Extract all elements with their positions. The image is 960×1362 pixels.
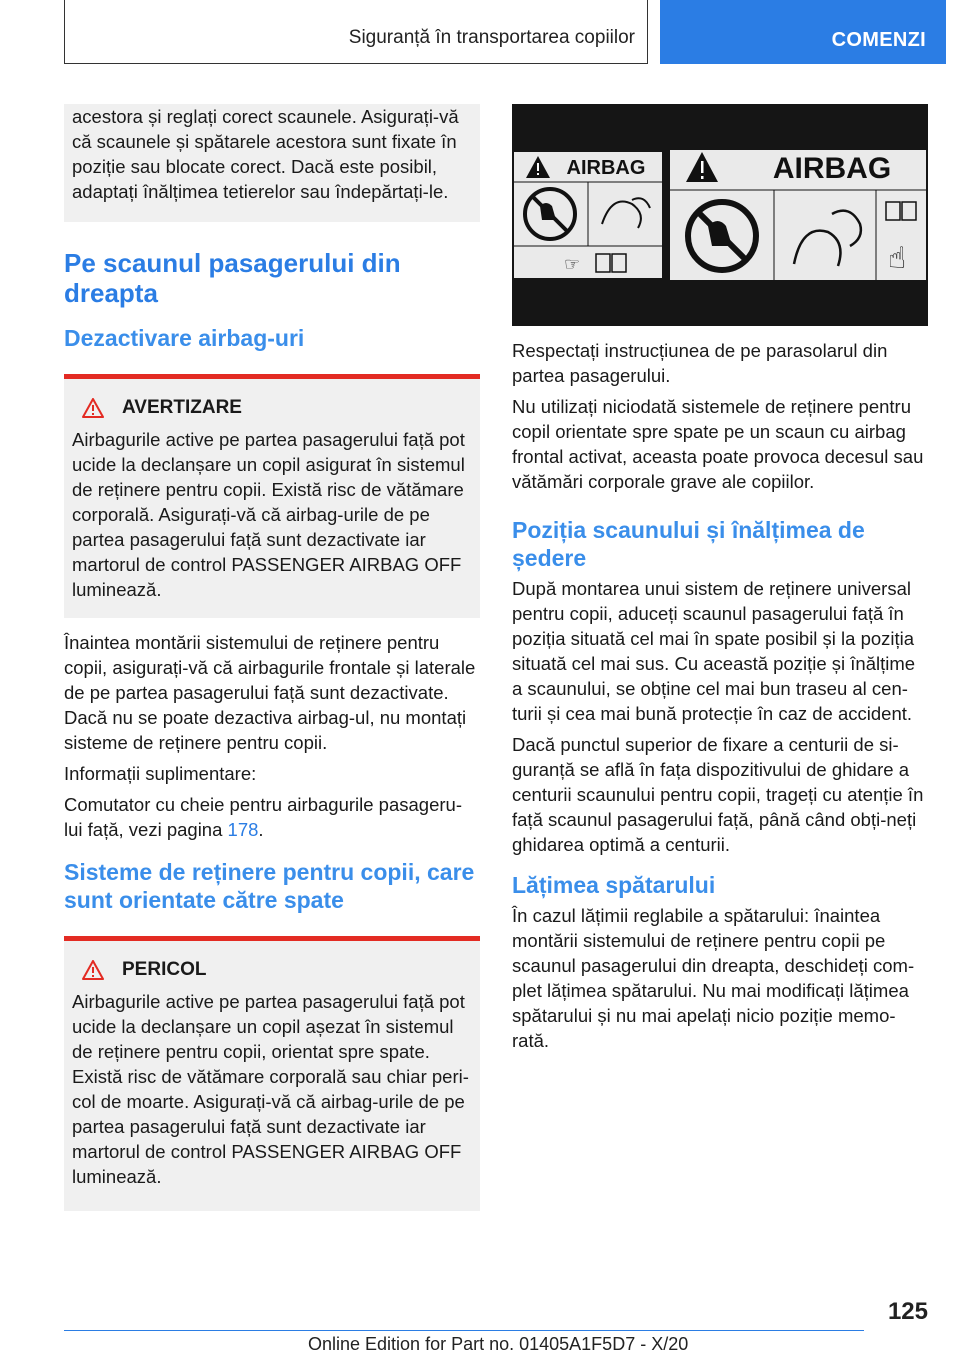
paragraph-before-mounting: Înaintea montării sistemului de reținere pentru copii, asigurați-vă că airbagurile frontale și laterale de pe partea pasagerului față sunt dezactivate. Dacă nu se poate dezactiva airbag-ul, nu montați sisteme de reținere pentru copii. [64, 632, 476, 753]
danger-triangle-icon [82, 960, 104, 980]
airbag-warning-labels-illustration [512, 104, 928, 326]
large-label-text: AIRBAG [772, 152, 892, 185]
heading-passenger-seat: Pe scaunul pasagerului din dreapta [64, 248, 401, 308]
large-hand-icon: ☝ [888, 241, 907, 276]
left-column [64, 104, 480, 1211]
heading-seat-position: Poziția scaunului și înălțimea de ședere [512, 517, 865, 571]
page-number: 125 [887, 1298, 928, 1325]
warning-box [64, 374, 480, 618]
intro-text: acestora și reglați corect scaunele. Asigurați-vă că scaunele și spătarele acestora sunt fixate în poziție sau blocate corect. Dacă este posibil, adaptați înălțimea tetierelor sau îndepărtați-le. [72, 106, 459, 202]
paragraph-key-switch [64, 792, 480, 842]
heading-rear-facing: Sisteme de reținere pentru copii, care sunt orientate către spate [64, 859, 475, 913]
warning-title-text: AVERTIZARE [122, 397, 242, 418]
danger-title [72, 959, 472, 981]
paragraph-more-info: Informații suplimentare: [64, 763, 257, 784]
warning-triangle-icon [82, 398, 104, 418]
key-switch-suffix: . [258, 819, 264, 840]
section-title: Siguranță în transportarea copiilor [348, 27, 635, 48]
page-reference-link[interactable]: 178 [227, 819, 259, 840]
danger-title-text: PERICOL [122, 959, 207, 980]
paragraph-belt-anchor: Dacă punctul superior de fixare a centurii de si-guranță se află în fața dispozitivului de ghidare a centurii scaunului pentru copii, trageți cu atenție în față scaunul pasagerului față, până când obți-neți ghidarea optimă a centurii. [512, 734, 924, 855]
right-column [512, 104, 928, 1053]
danger-text: Airbagurile active pe partea pasagerului față pot ucide la declanșare un copil așezat în sistemul de reținere pentru copii, orientat spre spate. Există risc de vătămare corporală sau chiar peri-col de moarte. Asigurați-vă că airbag-urile de pe partea pasagerului față sunt dezactivate iar martorul de control PASSENGER AIRBAG OFF luminează. [72, 991, 469, 1187]
key-switch-text: Comutator cu cheie pentru airbagurile pasageru-lui față, vezi pagina [64, 794, 462, 840]
heading-backrest-width: Lățimea spătarului [512, 872, 716, 898]
danger-box [64, 936, 480, 1211]
header-tab-comenzi[interactable] [660, 0, 946, 64]
header-section-title [64, 0, 648, 64]
paragraph-after-mounting: După montarea unui sistem de reținere universal pentru copii, aduceți scaunul pasagerului față în poziția situată cel mai în spate posibil și la poziția situată cel mai sus. Cu această poziție și înălțime a scaunului, se obține cel mai bun traseu al cen-turii și cea mai bună protecție în caz de accident. [512, 578, 916, 724]
paragraph-respect-instruction: Respectați instrucțiunea de pe parasolarul din partea pasagerului. [512, 340, 888, 386]
warning-title [72, 397, 472, 419]
warning-text: Airbagurile active pe partea pasagerului față pot ucide la declanșare un copil asigurat în sistemul de reținere pentru copii. Există risc de vătămare corporală. Asigurați-vă că airbag-urile de pe partea pasagerului față sunt dezactivate iar martorul de control PASSENGER AIRBAG OFF luminează. [72, 429, 465, 600]
footer-divider [64, 1330, 864, 1331]
heading-deactivate-airbags: Dezactivare airbag-uri [64, 325, 305, 351]
tab-label: COMENZI [831, 29, 926, 51]
paragraph-backrest-width: În cazul lățimii reglabile a spătarului: înaintea montării sistemului de reținere pentru copii pe scaunul pasagerului din dreapta, deschideți com-plet lățimea spătarului. Nu mai modificați lățimea spătarului și nu mai apelați nicio poziție memo-rată. [512, 905, 915, 1051]
intro-box [64, 104, 480, 222]
airbag-label-image [512, 104, 928, 326]
small-hand-icon: ☞ [564, 254, 581, 275]
footer-edition: Online Edition for Part no. 01405A1F5D7 - X/20 [308, 1334, 689, 1354]
small-label-text: AIRBAG [566, 157, 646, 179]
paragraph-never-use: Nu utilizați niciodată sistemele de reținere pentru copil orientate spre spate pe un scaun cu airbag frontal activat, aceasta poate provoca decesul sau vătămări corporale grave ale copiilor. [512, 396, 924, 492]
